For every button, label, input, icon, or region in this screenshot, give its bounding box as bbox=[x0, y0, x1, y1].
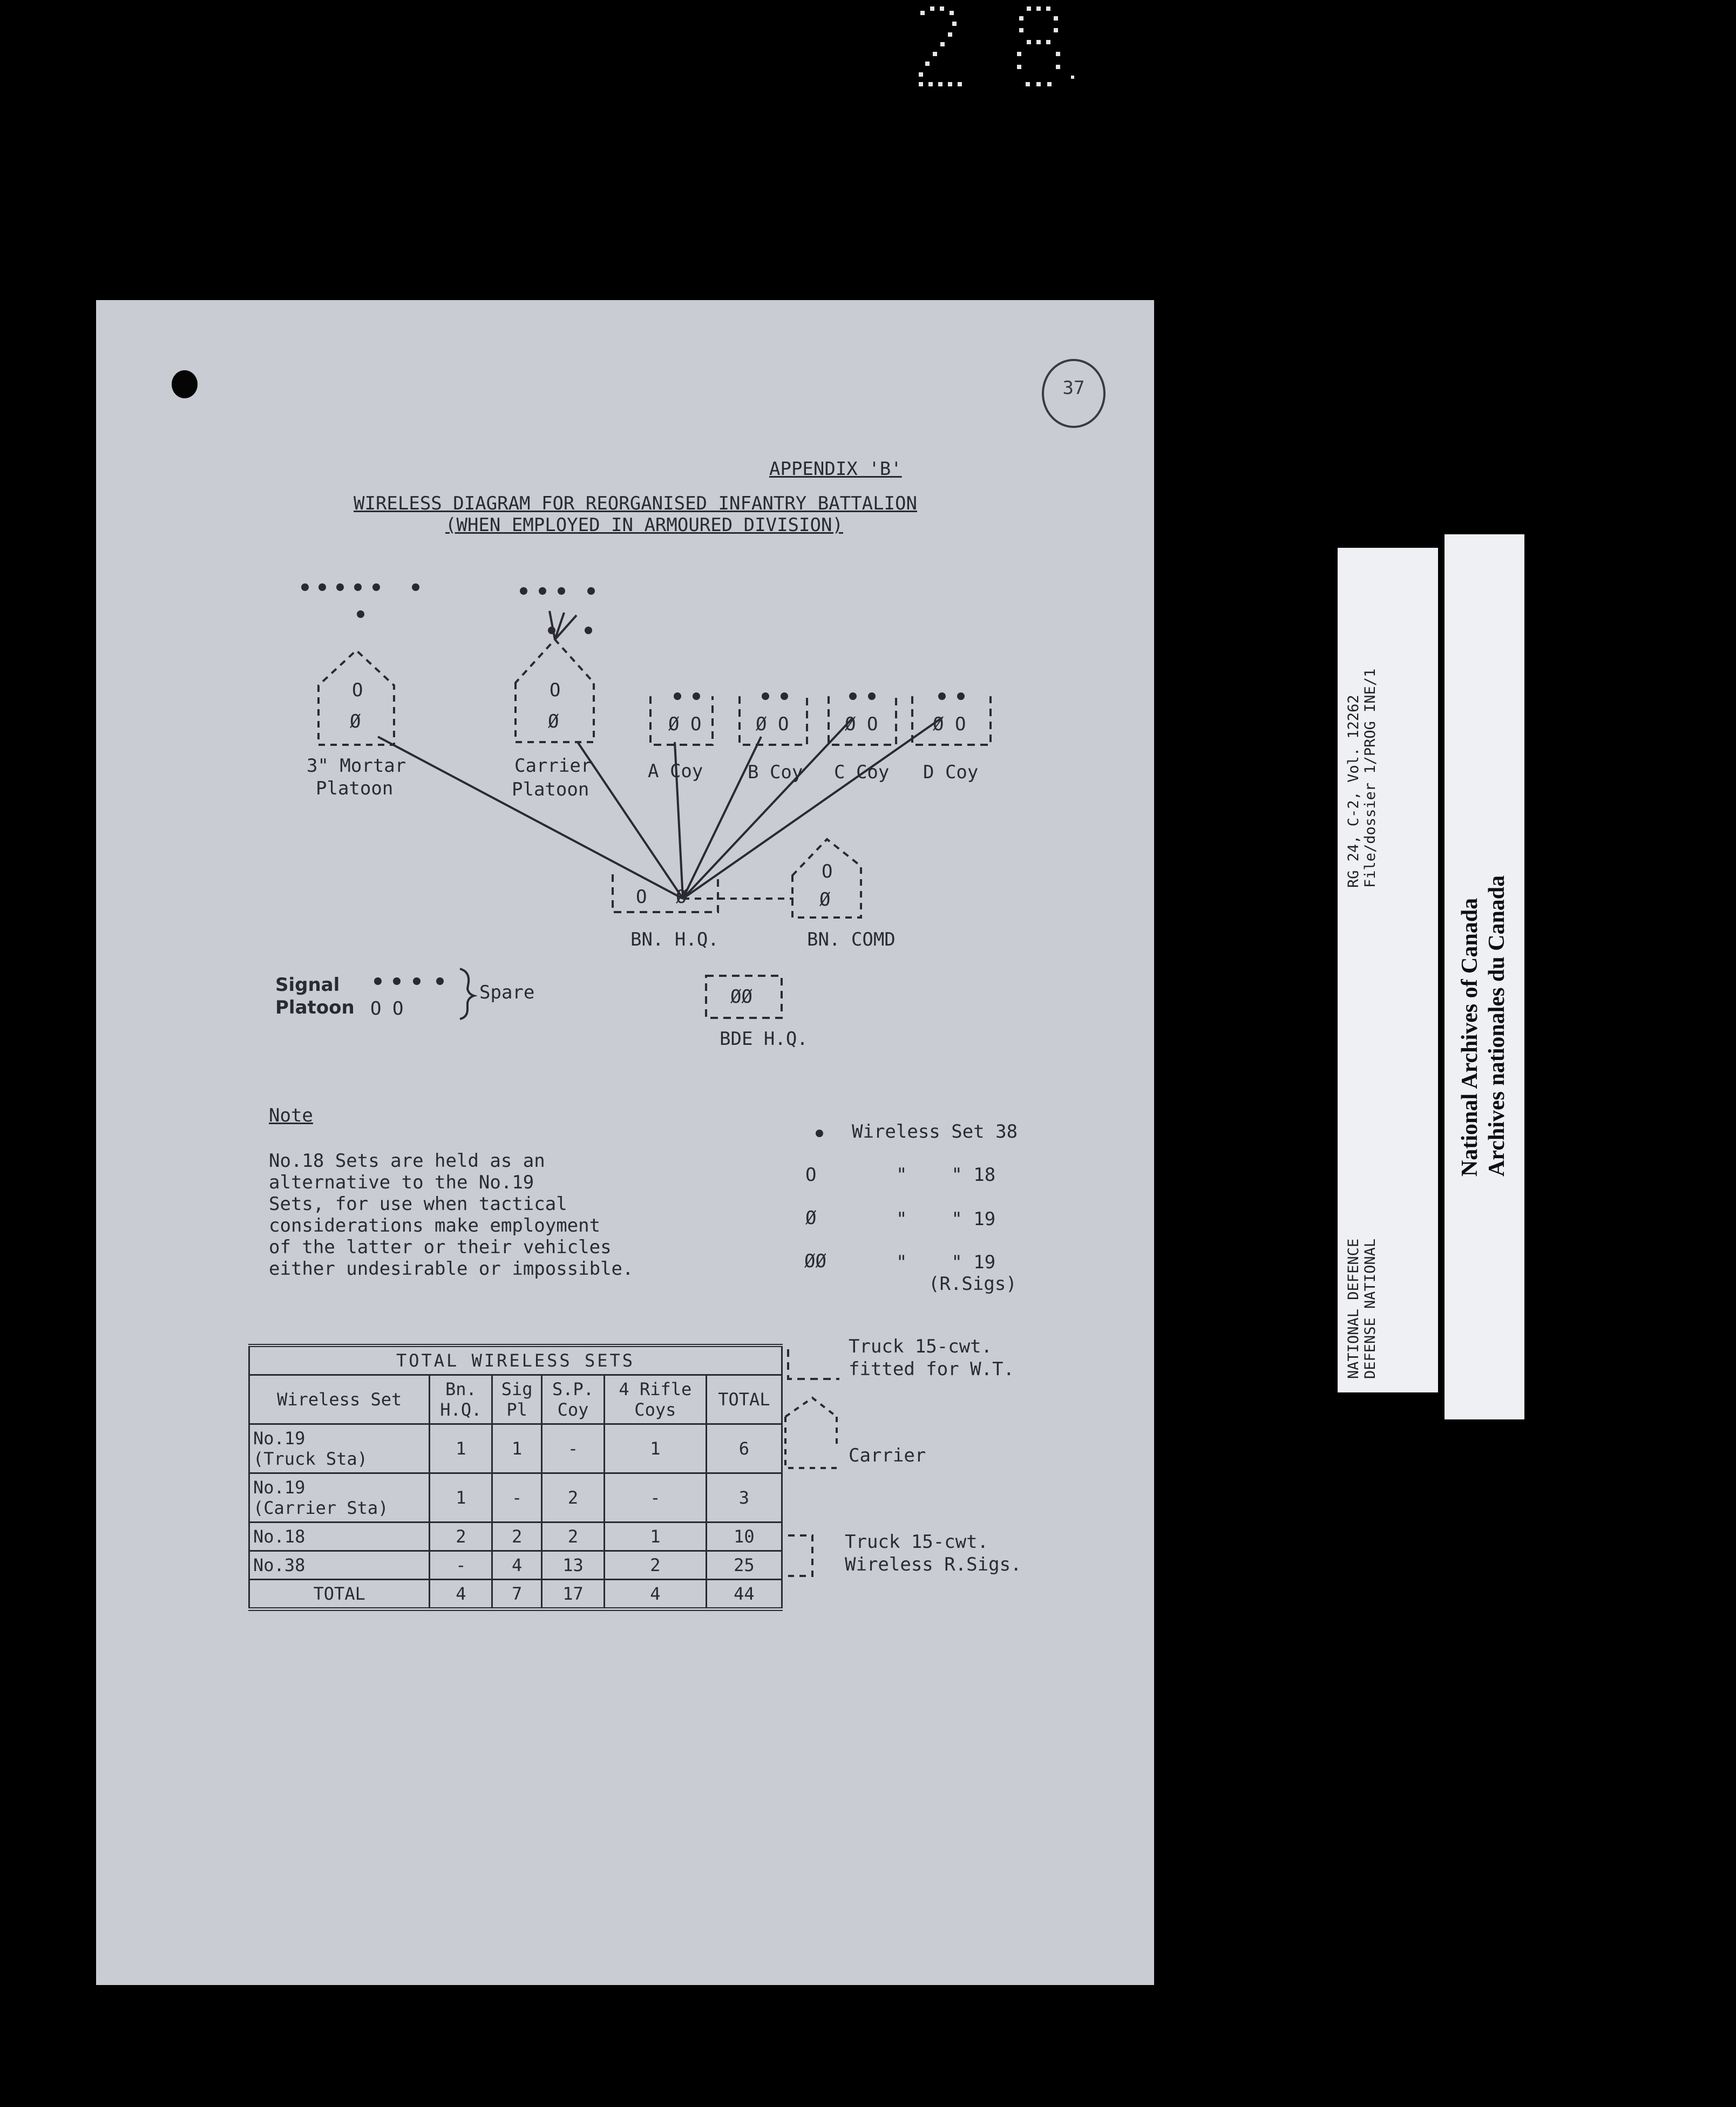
cell: 13 bbox=[542, 1551, 605, 1580]
cell: 2 bbox=[542, 1523, 605, 1551]
carrier-19-set: Ø bbox=[548, 711, 559, 732]
table-row bbox=[249, 1523, 782, 1551]
title-line-2: (WHEN EMPLOYED IN ARMOURED DIVISION) bbox=[445, 514, 843, 536]
cell: - bbox=[604, 1473, 706, 1523]
carrier-platoon-label-2: Platoon bbox=[512, 779, 589, 800]
mortar-platoon-label-2: Platoon bbox=[316, 778, 394, 799]
cell: 2 bbox=[542, 1473, 605, 1523]
archive-name-en: National Archives of Canada bbox=[1457, 898, 1482, 1177]
col-header: TOTAL bbox=[706, 1375, 782, 1424]
table-row bbox=[249, 1551, 782, 1580]
cell: 1 bbox=[430, 1473, 492, 1523]
legend-set-19: " " 19 bbox=[896, 1208, 996, 1230]
mortar-18-set: O bbox=[352, 679, 363, 701]
carrier-platoon-label-1: Carrier bbox=[514, 755, 592, 777]
c-coy-sets: Ø O bbox=[845, 713, 878, 735]
mortar-19-set: Ø bbox=[350, 711, 361, 732]
signal-label: Signal bbox=[275, 974, 340, 996]
bn-comd-label: BN. COMD bbox=[807, 929, 896, 950]
cell: 7 bbox=[492, 1580, 542, 1609]
cell: 4 bbox=[492, 1551, 542, 1580]
legend-set-19-symbol: Ø bbox=[805, 1207, 817, 1229]
cell: 2 bbox=[430, 1523, 492, 1551]
table-row bbox=[249, 1473, 782, 1523]
legend-set-18: " " 18 bbox=[896, 1164, 996, 1186]
cell: 6 bbox=[706, 1424, 782, 1473]
table-total-row bbox=[249, 1580, 782, 1609]
archive-reference-label bbox=[1338, 548, 1438, 1392]
truck-wireless-label-2: Wireless R.Sigs. bbox=[845, 1554, 1022, 1575]
bn-comd-19-set: Ø bbox=[819, 889, 831, 910]
table-row bbox=[249, 1424, 782, 1473]
cell: 17 bbox=[542, 1580, 605, 1609]
legend-set-19r: " " 19 bbox=[896, 1252, 996, 1273]
note-line: of the latter or their vehicles bbox=[269, 1236, 612, 1258]
col-header: Wireless Set bbox=[249, 1375, 430, 1424]
punch-hole bbox=[172, 370, 198, 398]
legend-set-19r-symbol: ØØ bbox=[804, 1250, 826, 1272]
bn-comd-18-set: O bbox=[822, 861, 833, 882]
frame-number bbox=[912, 0, 1085, 97]
note-line: Sets, for use when tactical bbox=[269, 1193, 567, 1215]
cell: No.38 bbox=[249, 1551, 430, 1580]
cell: TOTAL bbox=[249, 1580, 430, 1609]
col-header: Bn. H.Q. bbox=[430, 1375, 492, 1424]
truck-fitted-label-2: fitted for W.T. bbox=[849, 1358, 1015, 1380]
document-page bbox=[96, 300, 1154, 1985]
table-header-row bbox=[249, 1375, 782, 1424]
bde-hq-sets: ØØ bbox=[730, 986, 752, 1008]
col-header: 4 Rifle Coys bbox=[604, 1375, 706, 1424]
bn-hq-19-set: Ø bbox=[676, 886, 687, 908]
a-coy-label: A Coy bbox=[648, 760, 703, 782]
cell: 1 bbox=[604, 1424, 706, 1473]
c-coy-label: C Coy bbox=[834, 762, 890, 783]
cell: 25 bbox=[706, 1551, 782, 1580]
cell: 3 bbox=[706, 1473, 782, 1523]
mortar-platoon-label-1: 3" Mortar bbox=[307, 755, 406, 777]
a-coy-sets: Ø O bbox=[668, 713, 702, 735]
b-coy-label: B Coy bbox=[748, 762, 803, 783]
cell: 10 bbox=[706, 1523, 782, 1551]
cell: 1 bbox=[604, 1523, 706, 1551]
carrier-key-label: Carrier bbox=[849, 1445, 926, 1466]
archive-dept-fr: DEFENSE NATIONAL bbox=[1362, 1238, 1379, 1379]
note-line: No.18 Sets are held as an bbox=[269, 1150, 545, 1172]
cell: No.19 (Carrier Sta) bbox=[249, 1473, 430, 1523]
cell: 1 bbox=[492, 1424, 542, 1473]
cell: 1 bbox=[430, 1424, 492, 1473]
legend-set-18-symbol: O bbox=[805, 1164, 817, 1186]
legend-set-19r-note: (R.Sigs) bbox=[928, 1273, 1017, 1295]
cell: 4 bbox=[604, 1580, 706, 1609]
note-heading: Note bbox=[269, 1105, 313, 1126]
archive-ref-2: File/dossier 1/PROG INE/1 bbox=[1362, 668, 1379, 888]
cell: 44 bbox=[706, 1580, 782, 1609]
b-coy-sets: Ø O bbox=[756, 713, 789, 735]
title-line-1: WIRELESS DIAGRAM FOR REORGANISED INFANTRY BATTALION bbox=[354, 493, 917, 514]
cell: No.18 bbox=[249, 1523, 430, 1551]
bn-hq-18-set: O bbox=[636, 886, 647, 908]
truck-fitted-label-1: Truck 15-cwt. bbox=[849, 1336, 993, 1357]
bde-hq-label: BDE H.Q. bbox=[720, 1028, 808, 1050]
cell: - bbox=[492, 1473, 542, 1523]
d-coy-label: D Coy bbox=[923, 762, 979, 783]
archive-dept-en: NATIONAL DEFENCE bbox=[1345, 1238, 1362, 1379]
archive-name-fr: Archives nationales du Canada bbox=[1484, 875, 1510, 1177]
legend-set-38: Wireless Set 38 bbox=[852, 1121, 1018, 1143]
carrier-18-set: O bbox=[550, 679, 561, 701]
cell: - bbox=[542, 1424, 605, 1473]
cell: 2 bbox=[492, 1523, 542, 1551]
platoon-label: Platoon bbox=[275, 997, 355, 1018]
archive-ref-1: RG 24, C-2, Vol. 12262 bbox=[1345, 695, 1362, 888]
cell: - bbox=[430, 1551, 492, 1580]
col-header: S.P. Coy bbox=[542, 1375, 605, 1424]
signal-platoon-sets: O O bbox=[370, 998, 404, 1019]
table-caption: TOTAL WIRELESS SETS bbox=[249, 1345, 782, 1375]
note-line: alternative to the No.19 bbox=[269, 1172, 534, 1193]
cell: 4 bbox=[430, 1580, 492, 1609]
col-header: Sig Pl bbox=[492, 1375, 542, 1424]
cell: No.19 (Truck Sta) bbox=[249, 1424, 430, 1473]
note-line: considerations make employment bbox=[269, 1215, 601, 1236]
d-coy-sets: Ø O bbox=[933, 713, 966, 735]
appendix-heading: APPENDIX 'B' bbox=[769, 458, 902, 480]
page-mark: 37 bbox=[1042, 359, 1106, 428]
spare-label: Spare bbox=[479, 982, 535, 1003]
bn-hq-label: BN. H.Q. bbox=[630, 929, 719, 950]
truck-wireless-label-1: Truck 15-cwt. bbox=[845, 1531, 989, 1553]
total-wireless-sets-table bbox=[248, 1344, 783, 1611]
cell: 2 bbox=[604, 1551, 706, 1580]
note-line: either undesirable or impossible. bbox=[269, 1258, 634, 1280]
archive-name-label bbox=[1445, 534, 1524, 1419]
